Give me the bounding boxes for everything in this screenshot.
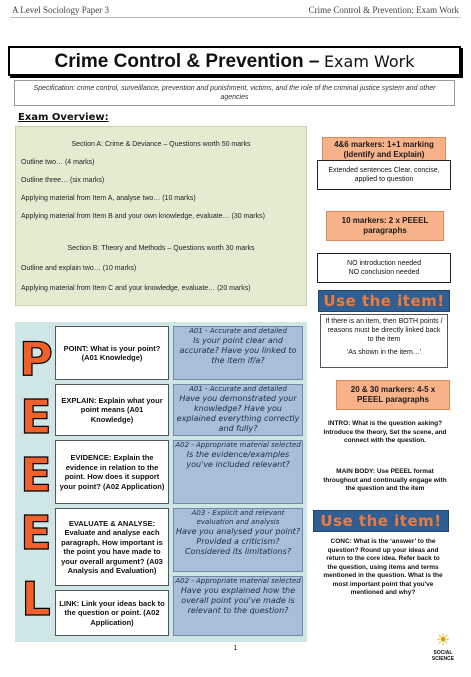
page-title <box>8 46 461 76</box>
logo-line1: SOCIAL <box>433 650 453 656</box>
overview-item: Outline and explain two… (10 marks) <box>21 265 137 272</box>
use-item-text: If there is an item, then BOTH points / reasons must be directly linked back to the item <box>325 318 443 343</box>
overview-item: Outline two… (4 marks) <box>21 159 95 166</box>
peel-letter: E <box>20 448 52 502</box>
overview-item: Outline three… (six marks) <box>21 177 105 184</box>
title-main: Crime Control & Prevention – <box>54 51 320 72</box>
use-item-banner-2: Use the item! <box>313 510 449 532</box>
logo <box>430 632 456 672</box>
ao-cell <box>173 384 303 436</box>
specification: Specification: crime control, surveillance, prevention and punishment, victims, and the role of the criminal justice system and other agencies <box>14 80 455 106</box>
ao-cell <box>173 440 303 504</box>
ao-cell <box>173 508 303 572</box>
peel-letter: E <box>20 506 52 560</box>
ao-cell <box>173 576 303 636</box>
peel-letter: L <box>21 572 51 626</box>
ao-desc: Is your point clear and accurate? Have you linked to the item if/a? <box>179 336 297 365</box>
header-right: Crime Control & Prevention: Exam Work <box>308 5 459 15</box>
peel-label-evaluate: EVALUATE & ANALYSE: Evaluate and analyse each paragraph. How important is the point you have made to your overall argument? (A03 Analysis and Evaluation) <box>55 508 169 586</box>
peel-letter: E <box>20 390 52 444</box>
page-header <box>10 4 461 18</box>
section-a-heading: Section A: Crime & Deviance – Questions worth 50 marks <box>71 141 251 148</box>
peel-grid <box>15 322 307 642</box>
section-b-heading: Section B: Theory and Methods – Questions worth 30 marks <box>67 245 255 252</box>
peel-letter: P <box>19 332 53 386</box>
overview-item: Applying material from Item A, analyse two… (10 marks) <box>21 195 196 202</box>
overview-item: Applying material from Item C and your knowledge, evaluate… (20 marks) <box>21 285 251 292</box>
box-extended-sentences: Extended sentences Clear, concise, applied to question <box>317 160 451 190</box>
box-4-6-markers: 4&6 markers: 1+1 marking (Identify and Explain) <box>322 137 446 173</box>
conclusion-box: CONC: What is the ‘answer’ to the question? Round up your ideas and return to the core idea. Refer back to the question, using items and terms mentioned in the question. What is the most important point that you've mentioned and why? <box>323 538 443 596</box>
overview-heading: Exam Overview: <box>18 112 109 123</box>
no-conclusion-text: NO conclusion needed <box>348 269 420 276</box>
peel-label-explain: EXPLAIN: Explain what your point means (A01 Knowledge) <box>55 384 169 436</box>
main-body-box: MAIN BODY: Use PEEEL format throughout and continually engage with the question and the item <box>323 468 447 492</box>
title-sub: Exam Work <box>323 52 415 71</box>
no-intro-text: NO introduction needed <box>347 260 421 267</box>
page-number: 1 <box>233 645 238 652</box>
box-10-markers: 10 markers: 2 x PEEEL paragraphs <box>326 211 444 241</box>
ao-title: A01 - Accurate and detailed <box>189 385 287 393</box>
peel-label-evidence: EVIDENCE: Explain the evidence in relation to the point. How does it support your point? (A02 Application) <box>55 440 169 504</box>
header-left: A Level Sociology Paper 3 <box>12 5 109 15</box>
ao-desc: Have you analysed your point? Provided a criticism? Considered its limitations? <box>175 527 301 556</box>
ao-title: A02 - Appropriate material selected <box>175 441 301 449</box>
use-item-quote: ‘As shown in the item…’ <box>346 349 422 356</box>
lightbulb-icon: ☀ <box>435 632 451 649</box>
ao-title: A03 - Explicit and relevant evaluation and analysis <box>191 509 285 526</box>
ao-desc: Have you demonstrated your knowledge? Have you explained everything correctly and fully? <box>176 394 300 433</box>
ao-cell <box>173 326 303 380</box>
box-20-30-markers: 20 & 30 markers: 4-5 x PEEEL paragraphs <box>336 380 450 410</box>
intro-box: INTRO: What is the question asking? Introduce the theory, Set the scene, and connect with the question. <box>323 420 447 444</box>
peel-label-link: LINK: Link your ideas back to the question or point. (A02 Application) <box>55 590 169 636</box>
ao-title: A02 - Appropriate material selected <box>175 577 301 585</box>
logo-line2: SCIENCE <box>431 656 455 662</box>
exam-overview-box <box>15 126 307 306</box>
overview-item: Applying material from Item B and your own knowledge, evaluate… (30 marks) <box>21 213 265 220</box>
peel-label-point: POINT: What is your point? (A01 Knowledge) <box>55 326 169 380</box>
ao-title: A01 - Accurate and detailed <box>189 327 287 335</box>
use-item-box-1 <box>320 314 448 368</box>
use-item-banner-1: Use the item! <box>318 290 450 312</box>
ao-desc: Have you explained how the overall point you've made is relevant to the question? <box>180 586 296 615</box>
ao-desc: Is the evidence/examples you've included relevant? <box>186 450 290 469</box>
box-no-intro <box>317 253 451 283</box>
